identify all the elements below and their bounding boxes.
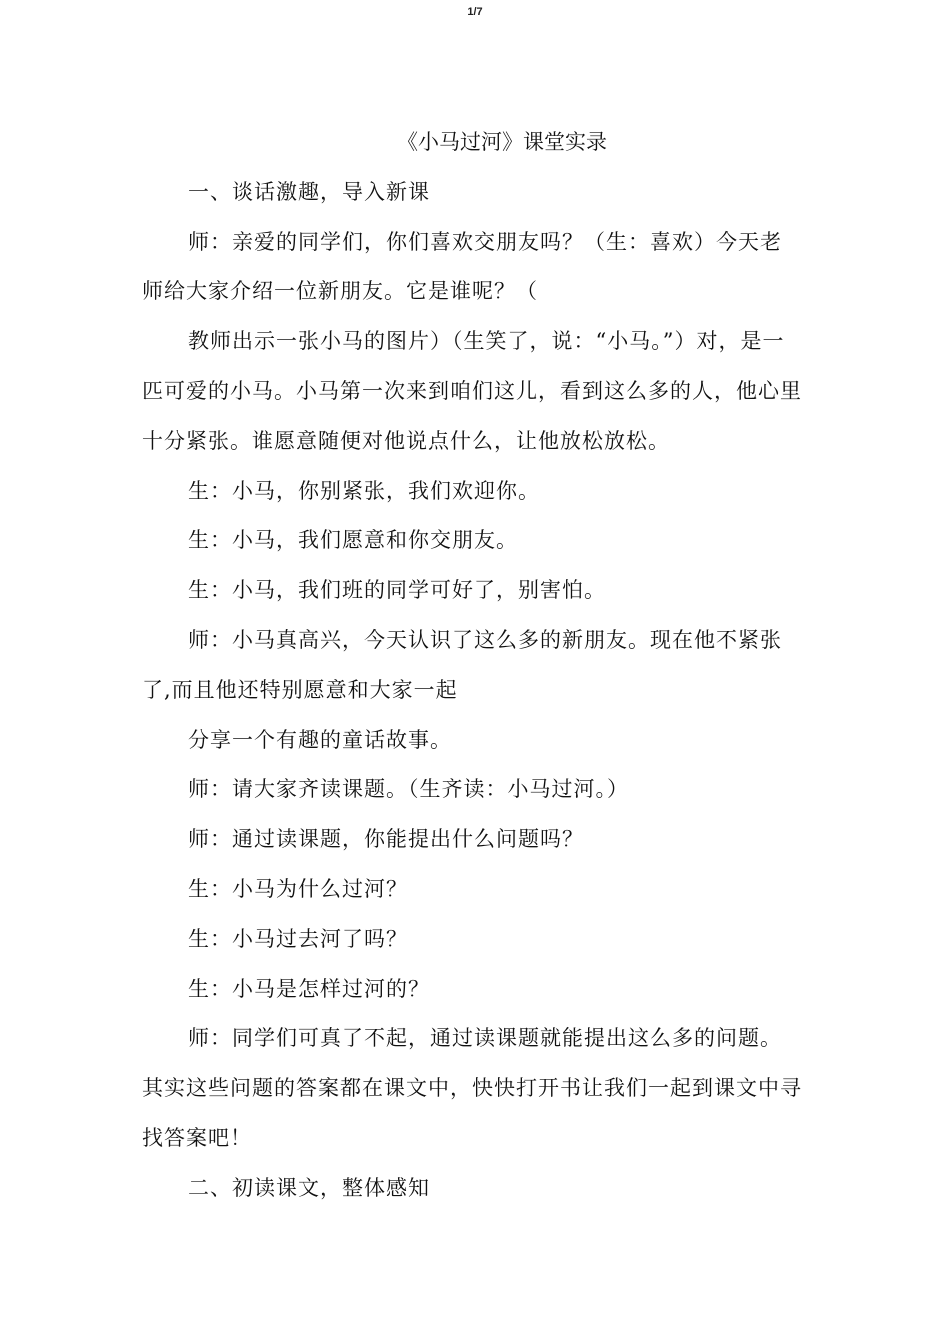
paragraph: 生：小马为什么过河？ [188,876,408,901]
paragraph: 师：同学们可真了不起，通过读课题就能提出这么多的问题。其实这些问题的答案都在课文中，快快打开书让我们一起到课文中寻找答案吧！ [142,1026,802,1150]
paragraph: 生：小马，你别紧张，我们欢迎你。 [188,478,540,503]
paragraph: 生：小马过去河了吗？ [188,926,408,951]
paragraph: 分享一个有趣的童话故事。 [188,727,452,752]
paragraph: 师：请大家齐读课题。（生齐读：小马过河。） [188,777,629,802]
paragraph: 生：小马，我们愿意和你交朋友。 [188,528,518,553]
paragraph: 师：小马真高兴，今天认识了这么多的新朋友。现在他不紧张了,而且他还特别愿意和大家一起 [142,627,782,702]
page-number: 1/7 [467,6,483,18]
paragraph: 生：小马，我们班的同学可好了，别害怕。 [188,578,606,603]
paragraph: 师：通过读课题，你能提出什么问题吗？ [188,827,584,852]
section-heading-1: 一、谈话激趣，导入新课 [188,179,430,204]
paragraph: 师：亲爱的同学们，你们喜欢交朋友吗？（生：喜欢）今天老师给大家介绍一位新朋友。它是谁呢？（ [142,229,782,304]
document-title: 《小马过河》课堂实录 [397,130,607,154]
paragraph: 生：小马是怎样过河的？ [188,976,430,1001]
paragraph: 教师出示一张小马的图片）（生笑了，说：“小马。”）对，是一匹可爱的小马。小马第一次来到咱们这儿，看到这么多的人，他心里十分紧张。谁愿意随便对他说点什么，让他放松放松。 [142,329,802,453]
section-heading-2: 二、初读课文，整体感知 [188,1175,430,1200]
document-body [142,118,802,1214]
